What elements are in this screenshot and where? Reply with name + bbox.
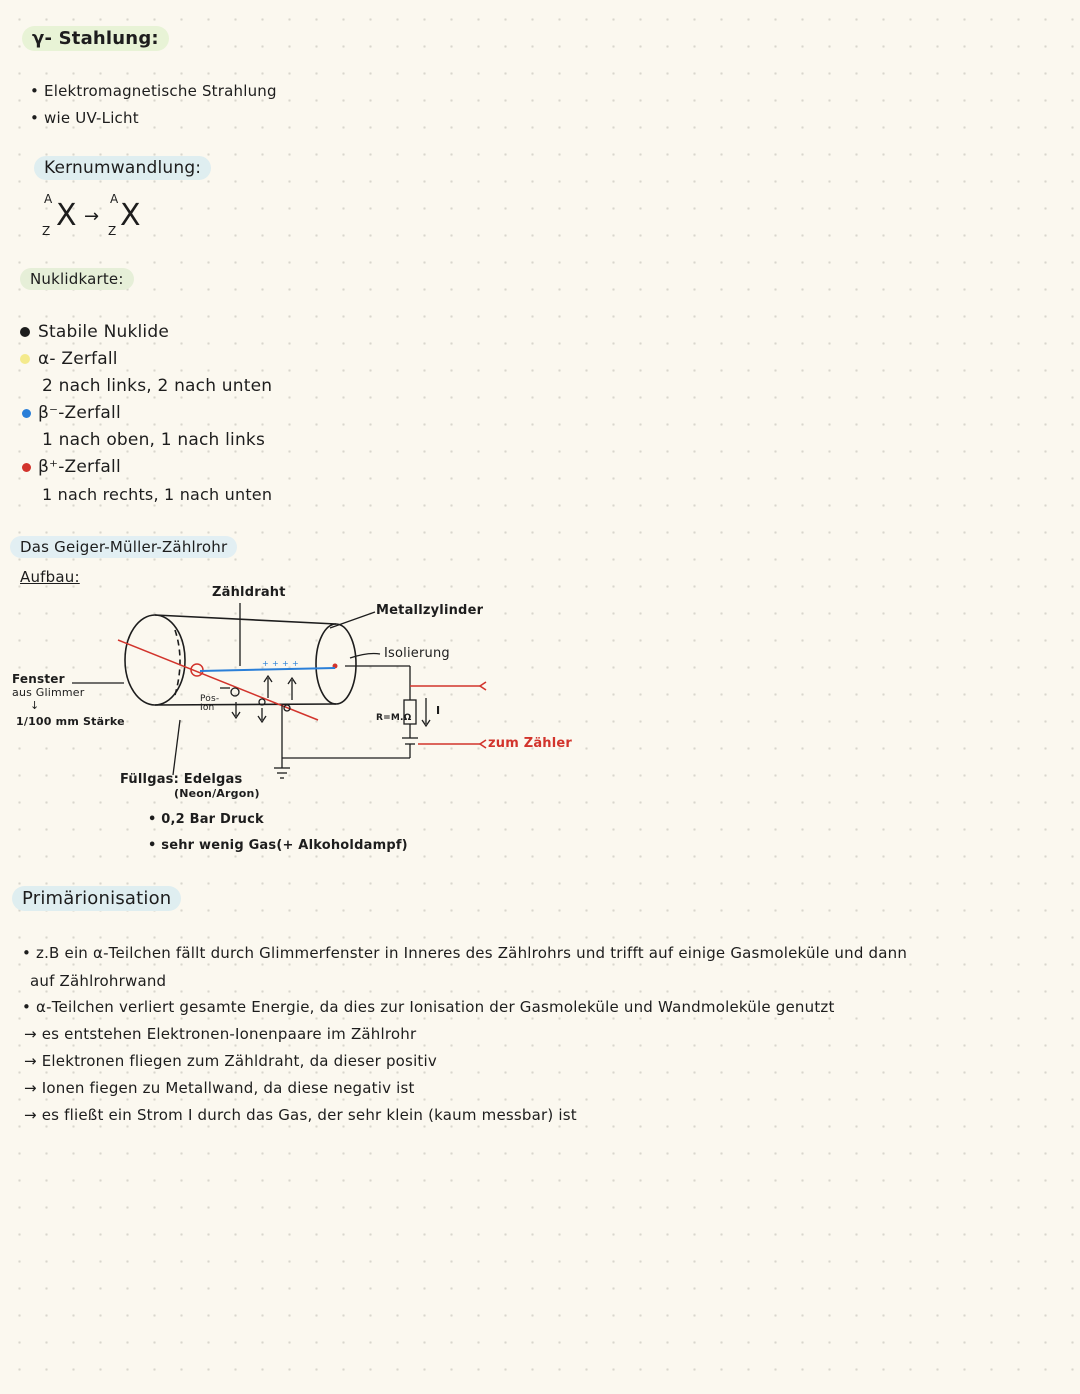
gamma-bullet-2: • wie UV-Licht xyxy=(30,109,139,127)
geiger-heading: Das Geiger-Müller-Zählrohr xyxy=(10,536,237,558)
atomic-number-right: Z xyxy=(108,224,117,238)
label-resistor: R=M.Ω xyxy=(376,713,412,723)
reaction-arrow: → xyxy=(84,206,100,227)
label-fenster-material: aus Glimmer xyxy=(12,686,85,699)
svg-text:+: + xyxy=(292,659,299,668)
mass-number-right: A xyxy=(110,192,119,206)
label-fuellgas: Füllgas: Edelgas xyxy=(120,772,243,787)
label-zum-zaehler: zum Zähler xyxy=(488,736,573,751)
symbol-right: X xyxy=(120,198,141,233)
gamma-heading: γ- Stahlung: xyxy=(22,26,169,51)
nuklid-item-beta-minus: β⁻-Zerfall xyxy=(38,403,121,423)
counter-wires xyxy=(410,682,486,748)
alpha-dot-icon xyxy=(20,354,30,364)
geiger-subheading: Aufbau: xyxy=(20,568,80,586)
primaer-line-6: → Ionen fiegen zu Metallwand, da diese negativ ist xyxy=(24,1079,415,1097)
gamma-bullet-1: • Elektromagnetische Strahlung xyxy=(30,82,277,100)
label-isolierung: Isolierung xyxy=(384,646,450,661)
charge-arrows xyxy=(220,676,296,722)
symbol-left: X xyxy=(56,198,77,233)
nuklid-beta-plus-detail: 1 nach rechts, 1 nach unten xyxy=(42,485,273,504)
wire-charges xyxy=(262,659,299,668)
atomic-number-left: Z xyxy=(42,224,51,238)
label-wenig-gas: • sehr wenig Gas(+ Alkoholdampf) xyxy=(148,838,408,853)
primaer-line-2: auf Zählrohrwand xyxy=(30,972,167,990)
beta-plus-dot-icon xyxy=(22,463,31,472)
nuklid-item-alpha: α- Zerfall xyxy=(38,349,118,369)
nuklid-item-stable: Stabile Nuklide xyxy=(38,322,170,342)
nuklidkarte-heading: Nuklidkarte: xyxy=(20,268,134,290)
primaer-line-5: → Elektronen fliegen zum Zähldraht, da dieser positiv xyxy=(24,1052,437,1070)
svg-text:+: + xyxy=(282,659,289,668)
geiger-diagram xyxy=(0,580,620,800)
nuklid-alpha-detail: 2 nach links, 2 nach unten xyxy=(42,376,273,396)
primaer-line-1: • z.B ein α-Teilchen fällt durch Glimmerfenster in Inneres des Zählrohrs und trifft auf einige Gasmoleküle und dann xyxy=(22,944,908,962)
label-druck: • 0,2 Bar Druck xyxy=(148,812,264,827)
svg-text:+: + xyxy=(262,659,269,668)
primaer-line-7: → es fließt ein Strom I durch das Gas, der sehr klein (kaum messbar) ist xyxy=(24,1106,577,1124)
label-metallzylinder: Metallzylinder xyxy=(376,603,484,618)
label-fuellgas-detail: (Neon/Argon) xyxy=(174,787,260,800)
stable-dot-icon xyxy=(20,327,30,337)
label-pos-ion: Pos- Ion xyxy=(200,694,220,713)
counting-wire xyxy=(200,668,335,671)
label-fenster: Fenster xyxy=(12,672,65,686)
beta-minus-dot-icon xyxy=(22,409,31,418)
svg-text:+: + xyxy=(272,659,279,668)
label-current: I xyxy=(436,704,441,717)
nuklid-item-beta-plus: β⁺-Zerfall xyxy=(38,457,121,477)
primaer-line-4: → es entstehen Elektronen-Ionenpaare im Zählrohr xyxy=(24,1025,417,1043)
primaerionisation-heading: Primärionisation xyxy=(12,886,181,911)
kernumwandlung-formula xyxy=(40,190,160,240)
fenster-arrow-icon: ↓ xyxy=(30,699,40,712)
label-fenster-thickness: 1/100 mm Stärke xyxy=(16,715,125,728)
kernumwandlung-heading: Kernumwandlung: xyxy=(34,156,211,180)
primaer-line-3: • α-Teilchen verliert gesamte Energie, da dies zur Ionisation der Gasmoleküle und Wandmoleküle genutzt xyxy=(22,998,835,1016)
nuklid-beta-minus-detail: 1 nach oben, 1 nach links xyxy=(42,430,266,450)
label-zaehldraht: Zähldraht xyxy=(212,585,286,600)
mass-number-left: A xyxy=(44,192,53,206)
